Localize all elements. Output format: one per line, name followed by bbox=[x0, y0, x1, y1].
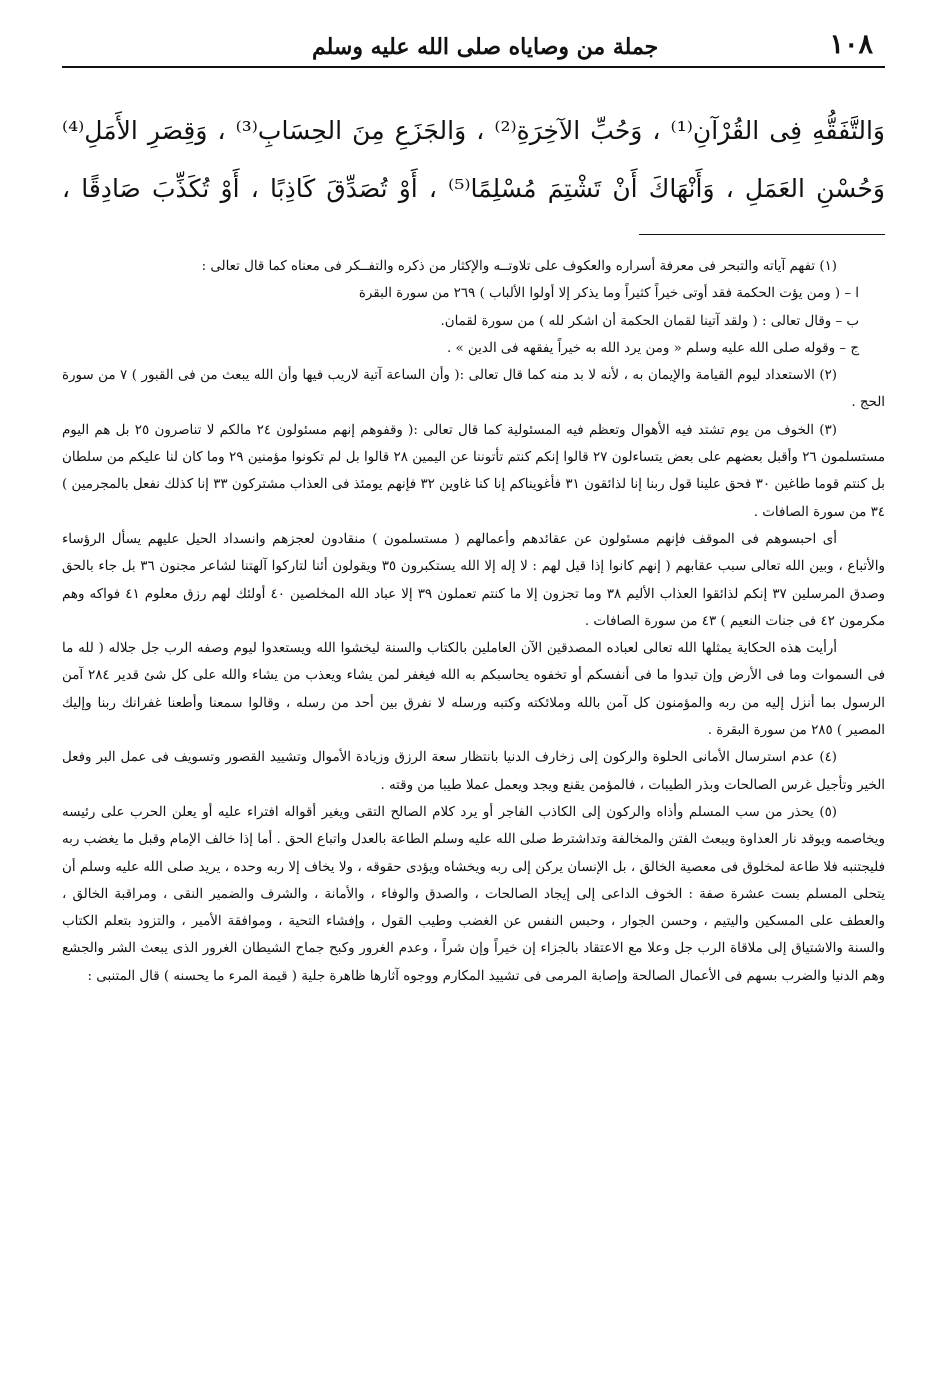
running-title: جملة من وصاياه صلى الله عليه وسلم bbox=[312, 34, 659, 60]
page-header bbox=[62, 18, 885, 68]
hadith-line: وَحُسْنِ العَمَلِ ، وَأَنْهَاكَ أَنْ تَشْتِمَ مُسْلِمًا⁽⁵⁾ ، أَوْ تُصَدِّقَ كَاذِبًا ، أَوْ تُكَذِّبَ صَادِقًا ، bbox=[62, 174, 885, 203]
footnote-1-item-b: ب – وقال تعالى : ( ولقد آتينا لقمان الحكمة أن اشكر لله ) من سورة لقمان. bbox=[440, 313, 859, 329]
footnote-3-commentary: أى احبسوهم فى الموقف فإنهم مسئولون عن عقائدهم وأعمالهم ( مستسلمون ) منقادون لعجزهم وانسداد الحيل عليهم يسأل الرؤساء والأتباع ، وبين الله تعالى سبب عقابهم ( إنهم كانوا إذا قيل لهم : لا إله إلا الله يستكبرون ٣٥ ويقولون أئنا لتاركوا آلهتنا لشاعر مجنون ٣٦ بل جاء بالحق وصدق المرسلين ٣٧ إنكم لذائقوا العذاب الأليم ٣٨ وما تجزون إلا ما كنتم تعملون ٣٩ إلا عباد الله المخلصين ٤٠ أولئك لهم رزق معلوم ٤١ فواكه وهم مكرمون ٤٢ فى جنات النعيم ) ٤٣ من سورة الصافات . bbox=[62, 531, 886, 629]
hadith-line: وَالتَّفَقُّهِ فِى القُرْآنِ⁽¹⁾ ، وَحُبِّ الآخِرَةِ⁽²⁾ ، وَالجَزَعِ مِنَ الحِسَابِ⁽³⁾ ، وَقِصَرِ الأَمَلِ⁽⁴⁾ bbox=[62, 116, 885, 145]
footnote-3-reflection: أرأيت هذه الحكاية يمثلها الله تعالى لعباده المصدقين الآن العاملين بالكتاب والسنة ليخشوا الله ويستعدوا ليوم وصفه الرب جل جلاله ( لله ما فى السموات وما فى الأرض وإن تبدوا ما فى أنفسكم أو تخفوه يحاسبكم به الله فيغفر لمن يشاء ويعذب من يشاء والله على كل شئ قدير ٢٨٤ آمن الرسول بما أنزل إليه من ربه والمؤمنون كل آمن بالله وملائكته وكتبه ورسله لا نفرق بين أحد من رسله ، وقالوا سمعنا وأطعنا غفرانك ربنا وإليك المصير ) ٢٨٥ من سورة البقرة . bbox=[62, 641, 886, 739]
footnotes bbox=[62, 253, 885, 990]
hadith-text bbox=[62, 102, 885, 218]
footnote-1-item-c: ج – وقوله صلى الله عليه وسلم « ومن يرد الله به خيراً يفقهه فى الدين » . bbox=[446, 340, 859, 356]
footnote-1-item-a: ا – ( ومن يؤت الحكمة فقد أوتى خيراً كثيراً وما يذكر إلا أولوا الألباب ) ٢٦٩ من سورة البقرة bbox=[358, 286, 859, 302]
footnote-separator bbox=[639, 234, 885, 235]
footnote-1: (١) تفهم آياته والتبحر فى معرفة أسراره والعكوف على تلاوتــه والإكثار من ذكره والتفــكر فى معناه كما قال تعالى : bbox=[201, 259, 837, 274]
page-number: ١٠٨ bbox=[829, 29, 873, 60]
footnote-2: (٢) الاستعداد ليوم القيامة والإيمان به ، لأنه لا بد منه كما قال تعالى :( وأن الساعة آتية لاريب فيها وأن الله يبعث من فى القبور ) ٧ من سورة الحج . bbox=[62, 368, 885, 411]
footnote-5: (٥) يحذر من سب المسلم وأذاه والركون إلى الكاذب الفاجر أو يرد كلام الصالح التقى ويغير أقواله افتراء عليه أو يعلن الحرب على رئيسه ويخاصمه ويوقد نار العداوة ويبعث الفتن والمخالفة وتداشترط صلى الله عليه وسلم الطاعة بالعدل واتباع الحق . أما إذا خالف الإمام وقبل ما يغضب ربه فليجتنبه فلا طاعة لمخلوق فى معصية الخالق ، بل الإنسان يركن إلى ربه ويخشاه ويؤدى حقوقه ، ولا يخاف إلا ربه وحده ، يريد صلى الله عليه وسلم أن يتحلى المسلم بست عشرة صفة : الخوف الداعى إلى إيجاد الصالحات ، والصدق والوفاء ، والأمانة ، والشرف والضمير النقى ، ومراقبة الخالق ، والعطف على المسكين واليتيم ، وحسن الجوار ، وحبس النفس عن الغضب وطيب القول ، وإفشاء التحية ، وموافقة الأمير ، والتزود بتعلم الكتاب والسنة والاشتياق إلى ملاقاة الرب جل وعلا مع الاعتقاد بالجزاء إن خيراً وإن شراً ، وعدم الغرور وكبح جماح الشيطان الغرور الذى يبعث الشر والجشع وهم الدنيا والضرب بسهم فى الأعمال الصالحة وإصابة المرمى فى تشييد المكارم ووجوه آثارها ظاهرة جلية ( قيمة المرء ما يحسنه ) قال المتنبى : bbox=[62, 804, 885, 984]
footnote-4: (٤) عدم استرسال الأمانى الحلوة والركون إلى زخارف الدنيا بانتظار سعة الرزق وزيادة الأموال وتشييد القصور وتسويف فى عمل البر وفعل الخير وتأجيل غرس الصالحات وبذر الطيبات ، فالمؤمن يقنع ويجد ويعمل عملا طيبا من وقته . bbox=[62, 750, 885, 793]
footnote-3: (٣) الخوف من يوم تشتد فيه الأهوال وتعظم فيه المسئولية كما قال تعالى :( وقفوهم إنهم مسئولون ٢٤ مالكم لا تناصرون ٢٥ بل هم اليوم مستسلمون ٢٦ وأقبل بعضهم على بعض يتساءلون ٢٧ قالوا إنكم كنتم تأتوننا عن اليمين ٢٨ قالوا بل لم تكونوا مؤمنين ٢٩ وما كان لنا عليكم من سلطان بل كنتم قوما طاغين ٣٠ فحق علينا قول ربنا إنا لذائقون ٣١ فأغويناكم إنا كنا غاوين ٣٢ فإنهم يومئذ فى العذاب مشتركون ٣٣ إنا كذلك نفعل بالمجرمين ) ٣٤ من سورة الصافات . bbox=[62, 422, 885, 520]
